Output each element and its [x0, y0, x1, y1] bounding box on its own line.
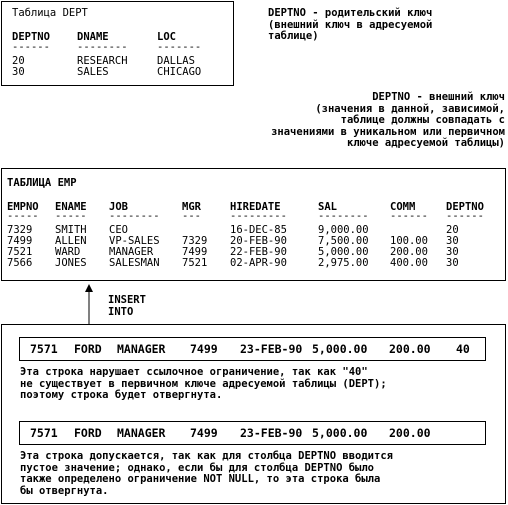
- emp-cell-ename: ALLEN: [55, 235, 87, 247]
- emp-header-comm: COMM: [390, 201, 416, 213]
- emp-cell-ename: SMITH: [55, 224, 87, 236]
- foreign-key-note: DEPTNO - внешний ключ (значения в данной, зависимой, таблице должны совпадать с значениями в уникальном или первичном ключе адресуемой таблицы): [271, 91, 505, 149]
- emp-cell-job: VP-SALES: [109, 235, 160, 247]
- emp-cell-sal: 2,975.00: [318, 257, 369, 269]
- record-value-ename: FORD: [74, 426, 102, 440]
- record-value-deptno: 40: [456, 342, 470, 356]
- parent-key-note: DEPTNO - родительский ключ (внешний ключ в адресуемой таблице): [268, 7, 433, 42]
- emp-dash-job: --------: [109, 210, 160, 222]
- emp-cell-job: SALESMAN: [109, 257, 160, 269]
- insert-arrow-icon: [82, 284, 96, 324]
- emp-header-sal: SAL: [318, 201, 337, 213]
- dept-cell: SALES: [77, 66, 109, 78]
- emp-cell-comm: 400.00: [390, 257, 428, 269]
- emp-header-hiredate: HIREDATE: [230, 201, 281, 213]
- record-value-mgr: 7499: [190, 342, 218, 356]
- emp-cell-deptno: 20: [446, 224, 459, 236]
- record-value-comm: 200.00: [389, 342, 431, 356]
- dept-header-loc: LOC: [157, 31, 176, 43]
- emp-cell-comm: 100.00: [390, 235, 428, 247]
- record-value-sal: 5,000.00: [312, 426, 368, 440]
- dept-table-box: [1, 1, 234, 86]
- emp-grid: [2, 169, 505, 280]
- emp-cell-sal: 5,000.00: [318, 246, 369, 258]
- emp-table-title: ТАБЛИЦА EMP: [7, 177, 77, 189]
- emp-cell-hiredate: 22-FEB-90: [230, 246, 287, 258]
- record-explanation-accepted: Эта строка допускается, так как для столбца DEPTNO вводится пустое значение; однако, если бы для столбца DEPTNO было также определено ограничение NOT NULL, то эта строка была бы отвергнута.: [20, 450, 393, 497]
- emp-cell-comm: 200.00: [390, 246, 428, 258]
- dept-table-title: Таблица DEPT: [12, 7, 88, 19]
- emp-dash-comm: ------: [390, 210, 428, 222]
- record-box-rejected: [19, 337, 486, 361]
- record-box-accepted: [19, 421, 486, 445]
- emp-header-mgr: MGR: [182, 201, 201, 213]
- emp-cell-mgr: 7499: [182, 246, 208, 258]
- record-value-comm: 200.00: [389, 426, 431, 440]
- emp-table-box: [1, 168, 506, 281]
- dept-cell: DALLAS: [157, 55, 195, 67]
- emp-cell-empno: 7499: [7, 235, 33, 247]
- emp-cell-sal: 9,000.00: [318, 224, 369, 236]
- emp-cell-ename: WARD: [55, 246, 81, 258]
- emp-dash-mgr: ---: [182, 210, 201, 222]
- record-value-hiredate: 23-FEB-90: [240, 342, 303, 356]
- dept-header-dname: DNAME: [77, 31, 109, 43]
- emp-cell-mgr: 7329: [182, 235, 208, 247]
- emp-cell-hiredate: 02-APR-90: [230, 257, 287, 269]
- emp-dash-ename: -----: [55, 210, 87, 222]
- emp-header-ename: ENAME: [55, 201, 87, 213]
- dept-header-deptno: DEPTNO: [12, 31, 50, 43]
- emp-cell-ename: JONES: [55, 257, 87, 269]
- dept-dash-loc: -------: [157, 41, 202, 53]
- record-value-hiredate: 23-FEB-90: [240, 426, 303, 440]
- emp-cell-deptno: 30: [446, 257, 459, 269]
- emp-cell-hiredate: 16-DEC-85: [230, 224, 287, 236]
- record-value-empno: 7571: [30, 426, 58, 440]
- emp-cell-job: CEO: [109, 224, 128, 236]
- record-value-empno: 7571: [30, 342, 58, 356]
- emp-dash-sal: --------: [318, 210, 369, 222]
- emp-cell-mgr: 7521: [182, 257, 208, 269]
- dept-dash-dname: --------: [77, 41, 128, 53]
- emp-cell-empno: 7329: [7, 224, 33, 236]
- emp-cell-empno: 7521: [7, 246, 33, 258]
- emp-dash-empno: -----: [7, 210, 39, 222]
- emp-cell-deptno: 30: [446, 246, 459, 258]
- emp-header-job: JOB: [109, 201, 128, 213]
- dept-cell: 30: [12, 66, 25, 78]
- emp-header-empno: EMPNO: [7, 201, 39, 213]
- dept-dash-deptno: ------: [12, 41, 50, 53]
- insert-examples-box: [1, 324, 506, 504]
- record-explanation-rejected: Эта строка нарушает ссылочное ограничение, так как "40" не существует в первичном ключе адресуемой таблицы (DEPT); поэтому строка будет отвергнута.: [20, 366, 387, 401]
- emp-dash-hiredate: ---------: [230, 210, 287, 222]
- record-value-job: MANAGER: [117, 342, 166, 356]
- emp-dash-deptno: ------: [446, 210, 484, 222]
- record-value-sal: 5,000.00: [312, 342, 368, 356]
- emp-header-deptno: DEPTNO: [446, 201, 484, 213]
- dept-cell: 20: [12, 55, 25, 67]
- dept-cell: RESEARCH: [77, 55, 128, 67]
- insert-into-label: INSERT INTO: [108, 294, 146, 318]
- emp-cell-sal: 7,500.00: [318, 235, 369, 247]
- record-value-job: MANAGER: [117, 426, 166, 440]
- emp-cell-job: MANAGER: [109, 246, 154, 258]
- record-value-mgr: 7499: [190, 426, 218, 440]
- record-value-ename: FORD: [74, 342, 102, 356]
- emp-cell-hiredate: 20-FEB-90: [230, 235, 287, 247]
- dept-cell: CHICAGO: [157, 66, 202, 78]
- emp-cell-empno: 7566: [7, 257, 33, 269]
- emp-cell-deptno: 30: [446, 235, 459, 247]
